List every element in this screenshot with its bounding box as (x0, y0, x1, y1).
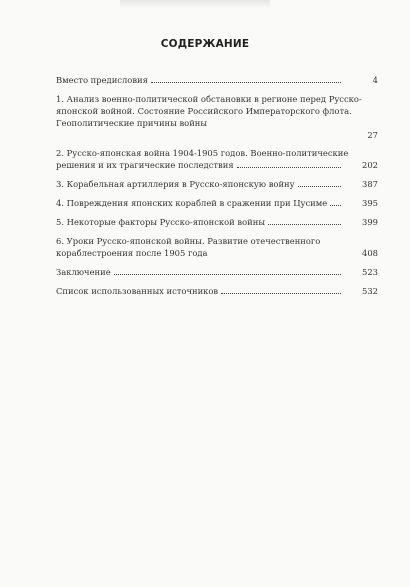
toc-page-number: 395 (362, 198, 378, 208)
toc-entry-bibliography (56, 285, 378, 297)
dot-leader (221, 293, 341, 294)
toc-page-number: 4 (372, 75, 378, 85)
toc-entry-text: японской войной. Состояние Российского Императорского флота. (56, 106, 352, 116)
toc-entry-text: кораблестроения после 1905 года (56, 248, 208, 258)
toc-entry-chapter-5 (56, 216, 378, 228)
dot-leader (268, 224, 341, 225)
dot-leader (237, 167, 341, 168)
toc-entry-text: 1. Анализ военно-политической обстановки в регионе перед Русско- (56, 94, 362, 104)
toc-entry-chapter-1 (56, 93, 378, 140)
toc-entry-chapter-6 (56, 235, 378, 259)
dot-leader (114, 274, 341, 275)
toc-entry-text: решения и их трагические последствия (56, 160, 234, 170)
toc-entry-text: 2. Русско-японская война 1904-1905 годов. Военно-политические (56, 148, 349, 158)
toc-page-number: 27 (367, 130, 378, 140)
toc-page-number: 408 (362, 248, 378, 258)
toc-entry-text: Вместо предисловия (56, 75, 148, 85)
toc-entry-chapter-3 (56, 178, 378, 190)
table-of-contents (56, 68, 378, 297)
dot-leader (330, 205, 341, 206)
toc-page-number: 399 (362, 217, 378, 227)
toc-page-number: 202 (362, 160, 378, 170)
toc-entry-conclusion (56, 266, 378, 278)
dot-leader (151, 82, 341, 83)
toc-entry-text: 6. Уроки Русско-японской войны. Развитие отечественного (56, 236, 321, 246)
dot-leader (298, 186, 341, 187)
toc-entry-text: 5. Некоторые факторы Русско-японской войны (56, 217, 265, 227)
toc-entry-text: Заключение (56, 267, 111, 277)
toc-entry-text: Список использованных источников (56, 286, 219, 296)
toc-title: СОДЕРЖАНИЕ (160, 38, 250, 50)
toc-page-number: 532 (362, 286, 378, 296)
toc-entry-text: Геополитические причины войны (56, 118, 208, 128)
toc-page-number: 523 (362, 267, 378, 277)
toc-entry-text: 3. Корабельная артиллерия в Русско-японскую войну (56, 179, 295, 189)
toc-page-number: 387 (362, 179, 378, 189)
toc-entry-chapter-4 (56, 197, 378, 209)
page-edge-shadow (120, 0, 270, 8)
toc-entry-text: 4. Повреждения японских кораблей в сражении при Цусиме (56, 198, 328, 208)
toc-entry-chapter-2 (56, 147, 378, 171)
toc-entry-preface (56, 74, 378, 86)
